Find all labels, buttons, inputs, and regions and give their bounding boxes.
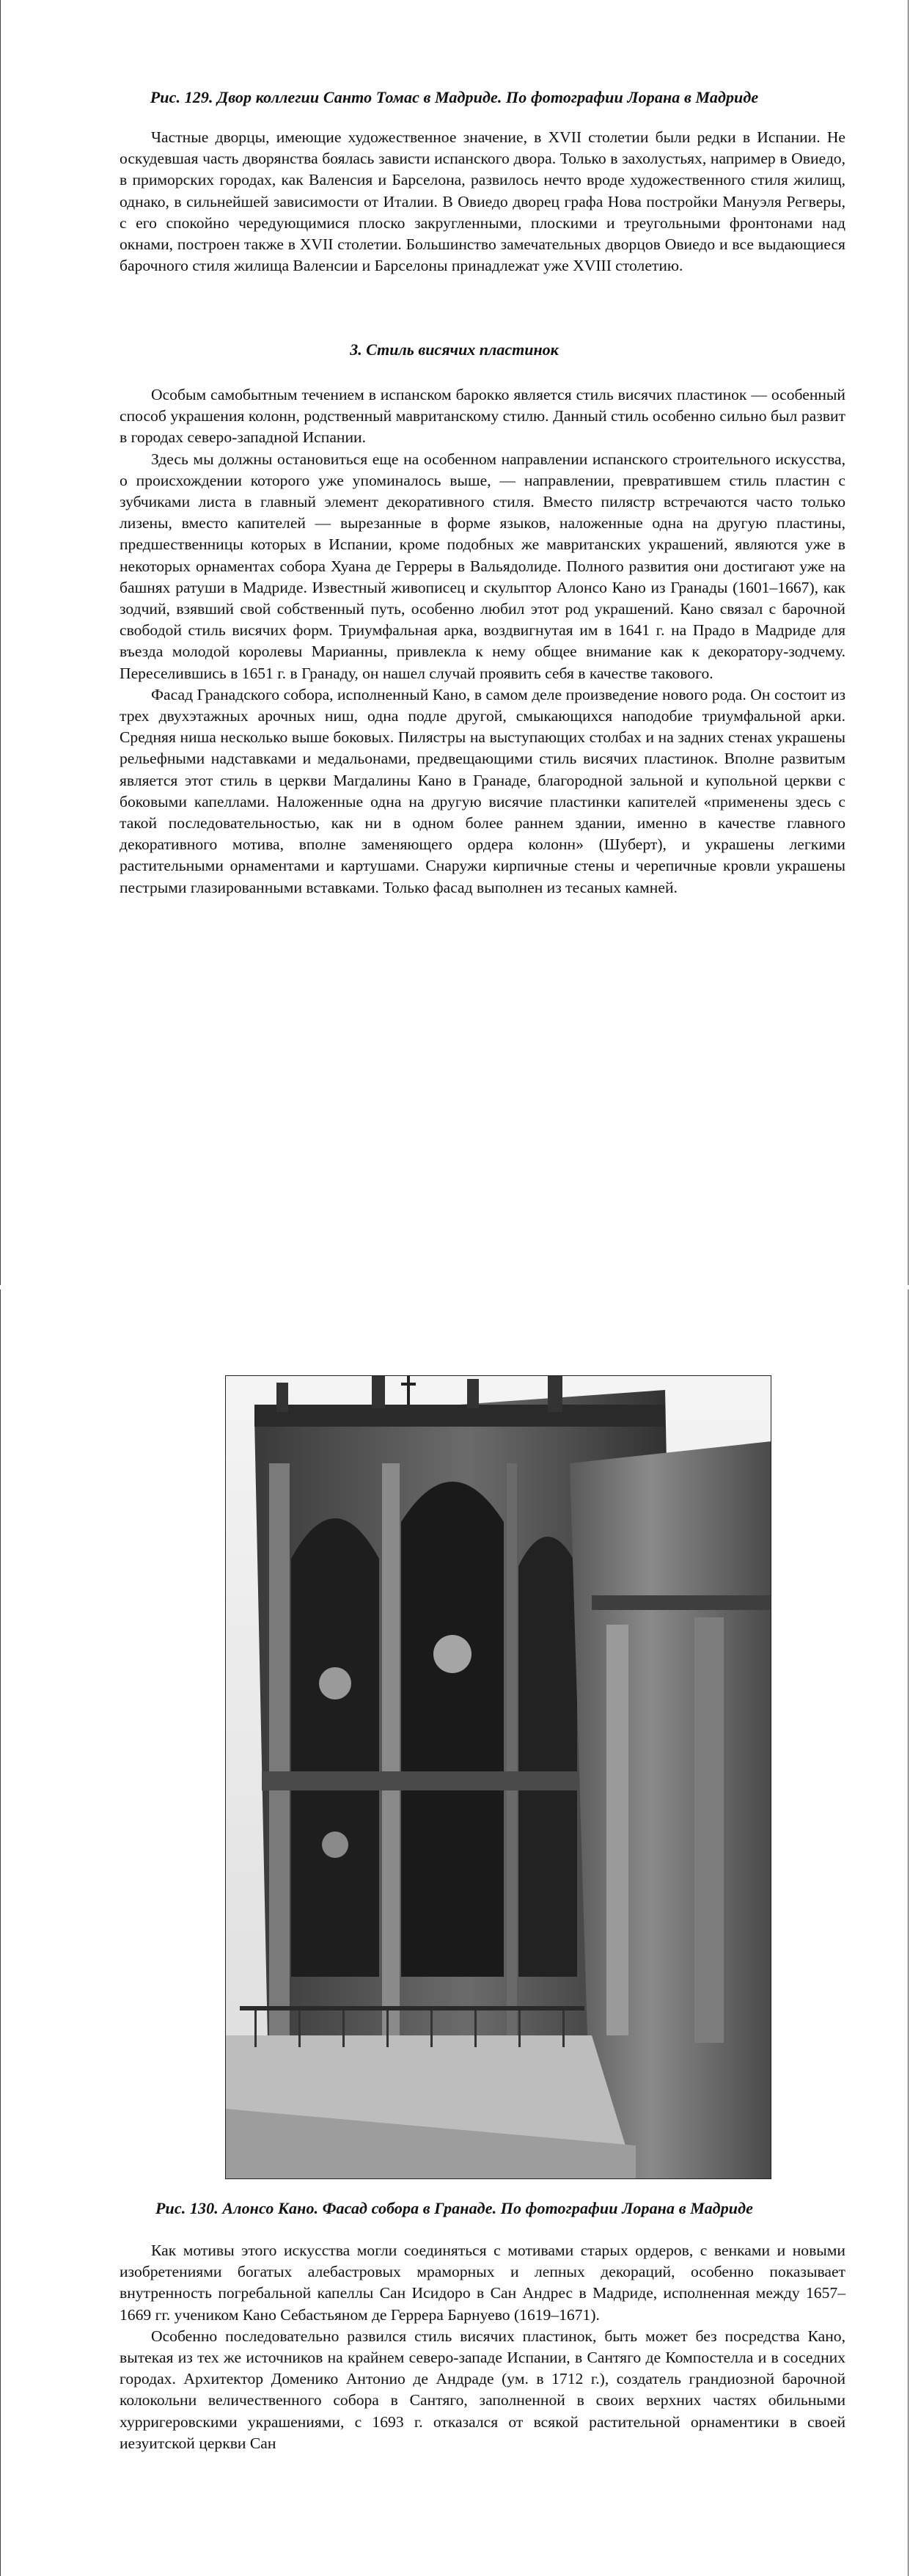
paragraph-san-isidoro-chapel: Как мотивы этого искусства могли соединяться с мотивами старых ордеров, с венками и новыми изобретениями богатых алебастровых мраморных и лепных декораций, особенно показывает внутренность погребальной капеллы Сан Исидоро в Сан Андрес в Мадриде, исполненная между 1657–1669 гг. учеником Кано Себастьяном де Геррера Барнуево (1619–1671).	[120, 2242, 845, 2324]
paragraph-santiago-compostela: Особенно последовательно развился стиль висячих пластинок, быть может без посредства Кано, вытекая из тех же источников на крайнем северо-западе Испании, в Сантяго де Компостелла и в соседних городах. Архитектор Доменико Антонио де Андраде (ум. в 1712 г.), создатель грандиозной барочной колокольни величественного собора в Сантяго, заполненной в своих верхних частях обильными хурригеровскими украшениями, с 1693 г. отказался от всякой растительной орнаментики в своей иезуитской церкви Сан	[120, 2327, 845, 2452]
paragraph-granada-facade: Фасад Гранадского собора, исполненный Кано, в самом деле произведение нового рода. Он состоит из трех двухэтажных арочных ниш, одна подле другой, смыкающихся наподобие триумфальной арки. Средняя ниша несколько выше боковых. Пилястры на выступающих столбах и на задних стенах украшены рельефными надставками и медальонами, предвещающими стиль висячих пластинок. Вполне развитым является этот стиль в церкви Магдалины Кано в Гранаде, благородной зальной и купольной церкви с боковыми капеллами. Наложенные одна на другую висячие пластинки капителей «применены здесь с такой последовательностью, как ни в одном более раннем здании, именно в качестве главного декоративного мотива, вполне заменяющего ордера колонн» (Шуберт), и украшены легкими растительными орнаментами и картушами. Снаружи кирпичные стены и черепичные кровли украшены пестрыми глазированными вставками. Только фасад выполнен из тесаных камней.	[120, 685, 845, 896]
cathedral-facade-photo	[225, 1375, 771, 2179]
text-block-3	[120, 2240, 845, 2454]
figure-130-caption: Рис. 130. Алонсо Кано. Фасад собора в Гранаде. По фотографии Лорана в Мадриде	[155, 2199, 754, 2217]
page-2	[0, 1288, 909, 2576]
text-block-2	[120, 384, 845, 899]
paragraph-hanging-plates-intro: Особым самобытным течением в испанском барокко является стиль висячих пластинок — особенный способ украшения колонн, родственный мавританскому стилю. Данный стиль особенно сильно был развит в городах северо-западной Испании.	[120, 386, 845, 447]
page-1	[0, 0, 909, 1288]
page-separator	[0, 1285, 910, 1289]
text-block-1	[120, 127, 845, 277]
paragraph-spanish-architecture: Здесь мы должны остановиться еще на особенном направлении испанского строительного искусства, о происхождении которого уже упоминалось выше, — направлении, превратившем стиль пластин с зубчиками листа в главный элемент декоративного стиля. Вместо пилястр встречаются часто только лизены, вместо капителей — вырезанные в форме языков, наложенные одна на другую пластины, предшественницы которых в Испании, кроме подобных же мавританских украшений, являются уже в некоторых орнаментах собора Хуана де Герреры в Вальядолиде. Полного развития они достигают уже на башнях ратуши в Мадриде. Известный живописец и скульптор Алонсо Кано из Гранады (1601–1667), как зодчий, взявший свой собственный путь, особенно любил этот род украшений. Кано связал с барочной свободой стиль висячих форм. Триумфальная арка, воздвигнутая им в 1641 г. на Прадо в Мадриде для въезда молодой королевы Марианны, привлекла к нему общее внимание как к декоратору-зодчему. Переселившись в 1651 г. в Гранаду, он нашел случай проявить себя в качестве такового.	[120, 450, 845, 682]
figure-129-caption: Рис. 129. Двор коллегии Санто Томас в Мадриде. По фотографии Лорана в Мадриде	[150, 88, 759, 106]
section-heading: 3. Стиль висячих пластинок	[350, 340, 559, 359]
paragraph-private-palaces: Частные дворцы, имеющие художественное значение, в XVII столетии были редки в Испании. Не оскудевшая часть дворянства боялась зависти испанского двора. Только в захолустьях, например в Овиедо, в приморских городах, как Валенсия и Барселона, развилось нечто вроде художественного стиля жилищ, однако, в сильнейшей зависимости от Италии. В Овиедо дворец графа Нова постройки Мануэля Регверы, с его спокойно чередующимися плоско закругленными, плоскими и треугольными фронтонами над окнами, построен также в XVII столетии. Большинство замечательных дворцов Овиедо и все выдающиеся барочного стиля жилища Валенсии и Барселоны принадлежат уже XVIII столетию.	[120, 128, 845, 275]
